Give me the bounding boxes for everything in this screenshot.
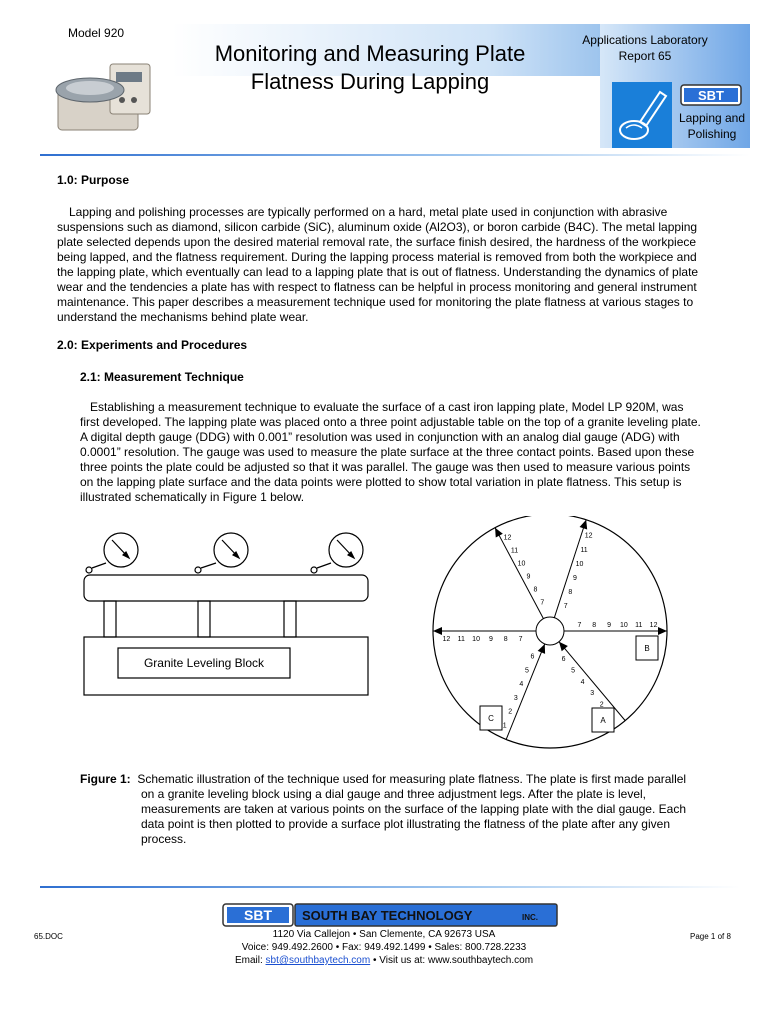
point-label: 10 (472, 636, 480, 643)
point-label: 5 (524, 667, 529, 675)
point-label: 9 (572, 574, 577, 582)
title-line-1: Monitoring and Measuring Plate (214, 41, 526, 66)
email-label: Email: (234, 955, 263, 966)
point-label: 3 (590, 690, 595, 698)
adjustment-leg (198, 601, 210, 637)
corner-box-c-label: C (488, 714, 494, 723)
point-label: 7 (518, 636, 523, 643)
email-link[interactable]: sbt@southbaytech.com (265, 955, 371, 966)
page-number: Page 1 of 8 (690, 932, 731, 941)
corner-box-b-label: B (644, 644, 650, 653)
point-label: 4 (580, 678, 585, 686)
point-label: 12 (503, 534, 512, 542)
contact-block (184, 928, 584, 967)
dial-gauge-left (86, 533, 138, 573)
point-label: 4 (519, 681, 524, 689)
caption-line: Schematic illustration of the technique used for measuring plate flatness. The plate is first made parallel (137, 772, 687, 786)
adjustment-leg (104, 601, 116, 637)
arrowhead (580, 520, 588, 530)
polishing-icon (612, 82, 672, 148)
point-label: 11 (510, 547, 519, 555)
point-label: 2 (508, 708, 513, 716)
point-label: 9 (607, 622, 612, 629)
point-label: 7 (577, 622, 582, 629)
company-name: SOUTH BAY TECHNOLOGY (302, 908, 473, 923)
paragraph-line: illustrated schematically in Figure 1 below. (80, 490, 305, 504)
corner-box-a-label: A (600, 716, 606, 725)
report-title (200, 40, 540, 96)
paragraph-line: suspensions such as diamond, silicon carbide (SiC), aluminum oxide (Al2O3), or boron carbide (B4C). The metal lapping (57, 220, 698, 234)
paragraph-line: being lapped, and the flatness requirement. During the lapping process material is removed from both the workpiece and (57, 250, 697, 264)
paragraph-line: the lapping plate, which eventually can lead to a lapping plate that is out of flatness. Understanding the dynamics of plate (57, 265, 699, 279)
header-divider (40, 154, 750, 156)
point-label: 11 (635, 622, 643, 629)
point-label: 7 (540, 599, 545, 607)
figure-caption (80, 772, 750, 847)
footer-divider (40, 886, 740, 888)
title-line-2: Flatness During Lapping (250, 69, 490, 94)
section-1-heading: 1.0: Purpose (57, 173, 130, 187)
doc-id: 65.DOC (34, 932, 63, 941)
paragraph-line: Establishing a measurement technique to evaluate the surface of a cast iron lapping plate, Model LP 920M, was (90, 400, 684, 414)
sbt-logo (680, 84, 742, 106)
paragraph-line: 0.0001” resolution. The gauge was used to measure the plate surface at the three contact points. Based upon these (80, 445, 695, 459)
point-label: 10 (517, 560, 526, 568)
website: • Visit us at: www.southbaytech.com (370, 955, 534, 966)
point-label: 12 (584, 532, 593, 540)
point-label: 3 (513, 694, 518, 702)
caption-line: on a granite leveling block using a dial gauge and three adjustment legs. After the plate is level, (141, 787, 646, 801)
phone-numbers: Voice: 949.492.2600 • Fax: 949.492.1499 • Sales: 800.728.2233 (241, 942, 527, 953)
point-label: 6 (530, 653, 535, 661)
plate-measurement-map (428, 516, 672, 770)
category-label (672, 110, 752, 142)
point-label: 7 (563, 603, 568, 611)
section-2-heading: 2.0: Experiments and Procedures (57, 338, 248, 352)
plate-outline (433, 516, 667, 748)
arrowhead (658, 627, 667, 635)
paragraph-line: three points the plate could be adjusted so that it was parallel. The gauge was then used to measure various points (80, 460, 691, 474)
arrowhead (433, 627, 442, 635)
point-label: 9 (526, 573, 531, 581)
point-label: 10 (575, 560, 584, 568)
ray-northwest (495, 528, 543, 619)
address: 1120 Via Callejon • San Clemente, CA 92673 USA (272, 929, 496, 940)
point-label: 8 (568, 589, 573, 597)
lapping-plate (84, 575, 368, 601)
lab-line-1: Applications Laboratory (582, 33, 708, 47)
point-label: 12 (649, 622, 658, 629)
granite-block-label: Granite Leveling Block (143, 656, 265, 670)
lab-report-label (575, 32, 715, 64)
caption-line: measurements are taken at various points on the surface of the lapping plate with the dial gauge. Each (141, 802, 687, 816)
paragraph-line: Lapping and polishing processes are typically performed on a hard, metal plate used in conjunction with abrasive (69, 205, 668, 219)
leveling-block-schematic (76, 528, 376, 698)
ray-southwest (506, 644, 545, 739)
email-web-line (184, 954, 584, 967)
section-1-paragraph (57, 205, 737, 325)
paragraph-line: A digital depth gauge (DDG) with 0.001” resolution was used in conjunction with an analog dial gauge (ADG) with (80, 430, 680, 444)
dial-gauge-center (195, 533, 248, 573)
caption-line: process. (141, 832, 187, 846)
point-label: 6 (561, 656, 566, 664)
point-label: 2 (599, 701, 604, 709)
section-2-paragraph (80, 400, 740, 505)
ray-northeast (554, 520, 586, 618)
paragraph-line: maintenance. This paper describes a measurement technique used for monitoring the plate flatness at various stages to (57, 295, 694, 309)
lab-line-2: Report 65 (618, 49, 672, 63)
point-label: 1 (502, 722, 507, 730)
dial-gauge-right (311, 533, 363, 573)
logo-text: SBT (698, 88, 724, 103)
point-label: 8 (503, 636, 508, 643)
arrowhead (559, 642, 568, 651)
plate-center (536, 617, 564, 645)
paragraph-line: on the lapping plate surface and the data points were plotted to show total variation in plate flatness. This setup is (80, 475, 682, 489)
caption-line: data point is then plotted to provide a surface plot illustrating the flatness of the plate after any given (141, 817, 670, 831)
point-label: 12 (442, 636, 451, 643)
point-label: 5 (571, 667, 576, 675)
point-label: 8 (592, 622, 597, 629)
point-label: 10 (620, 622, 628, 629)
caption-label: Figure 1: (80, 772, 131, 786)
section-2-1-heading: 2.1: Measurement Technique (80, 370, 244, 384)
point-label: 9 (488, 636, 493, 643)
adjustment-leg (284, 601, 296, 637)
lapping-machine-image (50, 42, 160, 137)
model-label: Model 920 (68, 26, 125, 40)
paragraph-line: understand the mechanisms behind plate wear. (57, 310, 309, 324)
paragraph-line: plate selected depends upon the desired material removal rate, the surface finish desired, the hardness of the workpiece (57, 235, 697, 249)
company-suffix: INC. (522, 913, 538, 922)
category-line-1: Lapping and (678, 111, 746, 125)
paragraph-line: wear and the tendencies a plate has with respect to flatness can be helpful in process monitoring and general instrument (57, 280, 697, 294)
footer-logo-text: SBT (244, 907, 272, 923)
category-line-2: Polishing (687, 127, 737, 141)
point-label: 11 (580, 546, 588, 554)
point-label: 8 (533, 586, 538, 594)
company-logo (222, 902, 560, 928)
paragraph-line: first developed. The lapping plate was placed onto a three point adjustable table on the top of a granite leveling plate. (80, 415, 701, 429)
point-label: 11 (457, 636, 465, 643)
